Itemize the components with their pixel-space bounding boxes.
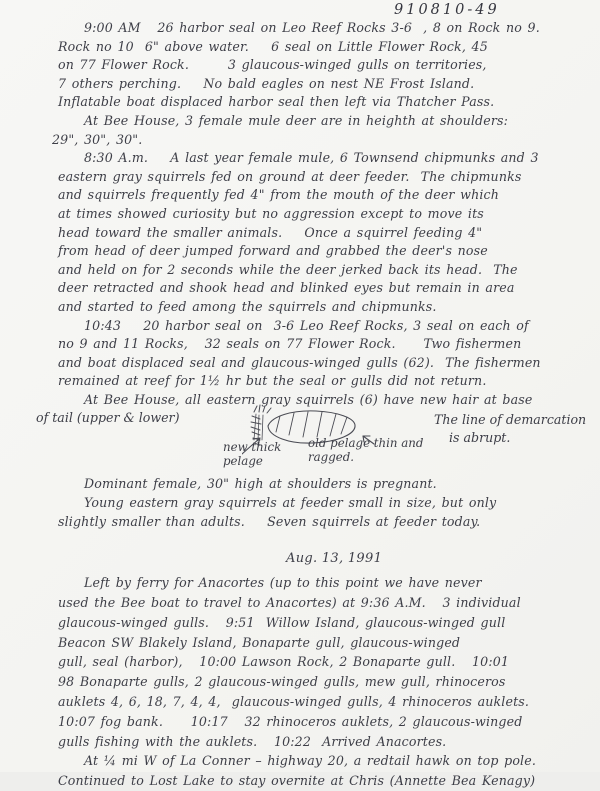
journal-line: gull, seal (harbor), 10:00 Lawson Rock, 2 Bonaparte gull. 10:01: [58, 654, 510, 670]
journal-line: 29", 30", 30".: [52, 131, 143, 147]
journal-line: At Bee House, all eastern gray squirrels (6) have new hair at base: [84, 391, 533, 407]
journal-line: slightly smaller than adults. Seven squirrels at feeder today.: [58, 513, 481, 529]
journal-line: Inflatable boat displaced harbor seal then left via Thatcher Pass.: [58, 94, 495, 110]
journal-line: auklets 4, 6, 18, 7, 4, 4, glaucous-winged gulls, 4 rhinoceros auklets.: [58, 694, 530, 710]
page-number: 910810-49: [394, 2, 500, 18]
journal-line: Continued to Lost Lake to stay overnite at Chris (Annette Bea Kenagy): [58, 773, 536, 789]
journal-line: and boat displaced seal and glaucous-winged gulls (62). The fishermen: [58, 354, 541, 370]
journal-line: no 9 and 11 Rocks, 32 seals on 77 Flower Rock. Two fishermen: [58, 336, 522, 352]
journal-line: Beacon SW Blakely Island, Bonaparte gull, glaucous-winged: [58, 634, 461, 650]
journal-line: At ¼ mi W of La Conner – highway 20, a redtail hawk on top pole.: [84, 753, 536, 769]
journal-line: gulls fishing with the auklets. 10:22 Arrived Anacortes.: [58, 733, 447, 749]
journal-line: and squirrels frequently fed 4" from the mouth of the deer which: [58, 187, 499, 203]
journal-line: and started to feed among the squirrels and chipmunks.: [58, 298, 437, 314]
journal-line: head toward the smaller animals. Once a squirrel feeding 4": [58, 224, 483, 240]
journal-line: on 77 Flower Rock. 3 glaucous-winged gulls on territories,: [58, 57, 487, 73]
journal-line: at times showed curiosity but no aggression except to move its: [58, 205, 484, 221]
sketch-note-line2: is abrupt.: [449, 430, 511, 446]
date-heading: Aug. 13, 1991: [286, 551, 383, 567]
journal-line: used the Bee boat to travel to Anacortes) at 9:36 A.M. 3 individual: [58, 595, 521, 611]
journal-content: [36, 19, 587, 791]
journal-line: 8:30 A.m. A last year female mule, 6 Townsend chipmunks and 3: [84, 150, 539, 166]
sketch-caption: of tail (upper & lower): [36, 410, 180, 426]
journal-line: 98 Bonaparte gulls, 2 glaucous-winged gulls, mew gull, rhinoceros: [58, 674, 506, 690]
journal-line: remained at reef for 1½ hr but the seal or gulls did not return.: [58, 373, 487, 389]
journal-line: deer retracted and shook head and blinked eyes but remain in area: [58, 280, 515, 296]
journal-line: 10:43 20 harbor seal on 3-6 Leo Reef Rocks, 3 seal on each of: [84, 317, 529, 333]
journal-line: and held on for 2 seconds while the deer jerked back its head. The: [58, 261, 518, 277]
tail-sketch-block: [36, 409, 587, 475]
journal-line: 7 others perching. No bald eagles on nest NE Frost Island.: [58, 75, 475, 91]
sketch-note-line1: The line of demarcation: [434, 412, 587, 428]
journal-line: eastern gray squirrels fed on ground at deer feeder. The chipmunks: [58, 168, 522, 184]
sketch-label-new-pelage: new thick pelage: [223, 440, 282, 469]
journal-line: glaucous-winged gulls. 9:51 Willow Island, glaucous-winged gull: [58, 614, 506, 630]
journal-line: from head of deer jumped forward and grabbed the deer's nose: [58, 243, 488, 259]
journal-line: 9:00 AM 26 harbor seal on Leo Reef Rocks 3-6 , 8 on Rock no 9.: [84, 20, 540, 35]
journal-line: Dominant female, 30" high at shoulders is pregnant.: [84, 476, 437, 492]
journal-line: 10:07 fog bank. 10:17 32 rhinoceros auklets, 2 glaucous-winged: [58, 713, 523, 729]
journal-line: At Bee House, 3 female mule deer are in heighth at shoulders:: [84, 112, 509, 128]
journal-line: Rock no 10 6" above water. 6 seal on Little Flower Rock, 45: [58, 38, 488, 54]
journal-line: Left by ferry for Anacortes (up to this point we have never: [84, 575, 482, 591]
sketch-label-old-pelage: old pelage thin and ragged.: [308, 436, 424, 465]
journal-line: Young eastern gray squirrels at feeder small in size, but only: [84, 495, 497, 511]
